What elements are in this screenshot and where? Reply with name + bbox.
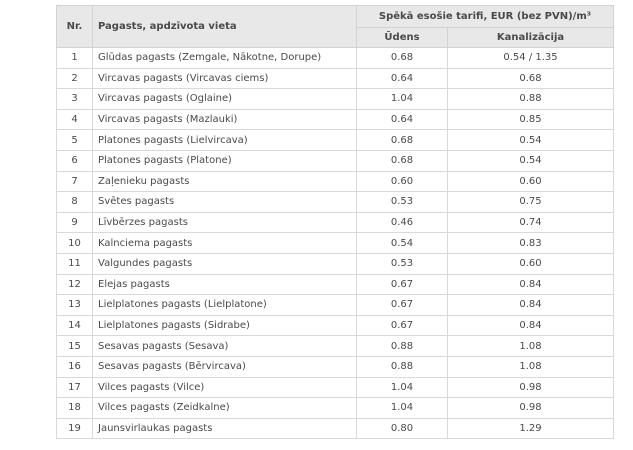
row-number: 10 bbox=[57, 233, 93, 254]
row-name: Lielplatones pagasts (Sidrabe) bbox=[93, 315, 357, 336]
row-name: Kalnciema pagasts bbox=[93, 233, 357, 254]
row-number: 14 bbox=[57, 315, 93, 336]
header-sewer: Kanalizācija bbox=[448, 28, 614, 48]
table-row bbox=[57, 130, 614, 151]
row-sewer-tariff: 0.83 bbox=[448, 233, 614, 254]
row-sewer-tariff: 0.54 bbox=[448, 130, 614, 151]
row-sewer-tariff: 0.84 bbox=[448, 315, 614, 336]
table-row bbox=[57, 418, 614, 439]
row-number: 19 bbox=[57, 418, 93, 439]
row-name: Svētes pagasts bbox=[93, 192, 357, 213]
row-water-tariff: 0.88 bbox=[357, 336, 448, 357]
table-row bbox=[57, 398, 614, 419]
row-water-tariff: 0.67 bbox=[357, 295, 448, 316]
table-row bbox=[57, 89, 614, 110]
row-sewer-tariff: 0.84 bbox=[448, 274, 614, 295]
table-row bbox=[57, 109, 614, 130]
row-number: 1 bbox=[57, 48, 93, 69]
row-name: Glūdas pagasts (Zemgale, Nākotne, Dorupe) bbox=[93, 48, 357, 69]
row-number: 13 bbox=[57, 295, 93, 316]
tariffs-table bbox=[56, 5, 614, 439]
table-row bbox=[57, 68, 614, 89]
row-name: Jaunsvirlaukas pagasts bbox=[93, 418, 357, 439]
row-sewer-tariff: 0.68 bbox=[448, 68, 614, 89]
row-water-tariff: 0.53 bbox=[357, 192, 448, 213]
row-name: Vilces pagasts (Zeidkalne) bbox=[93, 398, 357, 419]
row-water-tariff: 0.54 bbox=[357, 233, 448, 254]
row-name: Līvbērzes pagasts bbox=[93, 212, 357, 233]
row-name: Elejas pagasts bbox=[93, 274, 357, 295]
table-row bbox=[57, 48, 614, 69]
row-number: 6 bbox=[57, 150, 93, 171]
row-name: Vilces pagasts (Vilce) bbox=[93, 377, 357, 398]
row-name: Valgundes pagasts bbox=[93, 253, 357, 274]
row-water-tariff: 0.53 bbox=[357, 253, 448, 274]
row-number: 17 bbox=[57, 377, 93, 398]
row-name: Platones pagasts (Lielvircava) bbox=[93, 130, 357, 151]
header-tariffs-group: Spēkā esošie tarifi, EUR (bez PVN)/m³ bbox=[357, 6, 614, 28]
row-water-tariff: 0.64 bbox=[357, 109, 448, 130]
table-row bbox=[57, 212, 614, 233]
row-number: 7 bbox=[57, 171, 93, 192]
table-row bbox=[57, 171, 614, 192]
table-row bbox=[57, 274, 614, 295]
table-row bbox=[57, 192, 614, 213]
row-name: Lielplatones pagasts (Lielplatone) bbox=[93, 295, 357, 316]
row-sewer-tariff: 1.08 bbox=[448, 336, 614, 357]
row-water-tariff: 0.60 bbox=[357, 171, 448, 192]
row-name: Vircavas pagasts (Oglaine) bbox=[93, 89, 357, 110]
row-name: Vircavas pagasts (Mazlauki) bbox=[93, 109, 357, 130]
row-number: 15 bbox=[57, 336, 93, 357]
row-number: 5 bbox=[57, 130, 93, 151]
row-water-tariff: 1.04 bbox=[357, 89, 448, 110]
row-name: Platones pagasts (Platone) bbox=[93, 150, 357, 171]
row-water-tariff: 1.04 bbox=[357, 398, 448, 419]
table-row bbox=[57, 315, 614, 336]
table-row bbox=[57, 336, 614, 357]
row-water-tariff: 0.67 bbox=[357, 274, 448, 295]
table-row bbox=[57, 233, 614, 254]
tariffs-table-container bbox=[56, 5, 613, 439]
row-sewer-tariff: 1.29 bbox=[448, 418, 614, 439]
row-name: Vircavas pagasts (Vircavas ciems) bbox=[93, 68, 357, 89]
row-water-tariff: 0.68 bbox=[357, 150, 448, 171]
row-sewer-tariff: 0.54 bbox=[448, 150, 614, 171]
row-water-tariff: 0.67 bbox=[357, 315, 448, 336]
row-water-tariff: 0.46 bbox=[357, 212, 448, 233]
row-number: 4 bbox=[57, 109, 93, 130]
row-water-tariff: 1.04 bbox=[357, 377, 448, 398]
table-header bbox=[57, 6, 614, 48]
row-water-tariff: 0.88 bbox=[357, 356, 448, 377]
row-number: 11 bbox=[57, 253, 93, 274]
row-water-tariff: 0.68 bbox=[357, 48, 448, 69]
row-number: 9 bbox=[57, 212, 93, 233]
row-sewer-tariff: 0.74 bbox=[448, 212, 614, 233]
row-number: 18 bbox=[57, 398, 93, 419]
header-water: Ūdens bbox=[357, 28, 448, 48]
table-row bbox=[57, 150, 614, 171]
row-number: 8 bbox=[57, 192, 93, 213]
table-row bbox=[57, 295, 614, 316]
row-number: 2 bbox=[57, 68, 93, 89]
row-water-tariff: 0.64 bbox=[357, 68, 448, 89]
row-name: Zaļenieku pagasts bbox=[93, 171, 357, 192]
row-sewer-tariff: 0.60 bbox=[448, 171, 614, 192]
row-sewer-tariff: 0.98 bbox=[448, 398, 614, 419]
row-sewer-tariff: 0.75 bbox=[448, 192, 614, 213]
row-number: 12 bbox=[57, 274, 93, 295]
header-nr: Nr. bbox=[57, 6, 93, 48]
row-number: 16 bbox=[57, 356, 93, 377]
row-sewer-tariff: 0.60 bbox=[448, 253, 614, 274]
row-water-tariff: 0.68 bbox=[357, 130, 448, 151]
header-name: Pagasts, apdzīvota vieta bbox=[93, 6, 357, 48]
table-row bbox=[57, 377, 614, 398]
table-body bbox=[57, 48, 614, 439]
row-sewer-tariff: 0.85 bbox=[448, 109, 614, 130]
row-sewer-tariff: 0.88 bbox=[448, 89, 614, 110]
row-sewer-tariff: 0.84 bbox=[448, 295, 614, 316]
table-row bbox=[57, 253, 614, 274]
row-name: Sesavas pagasts (Bērvircava) bbox=[93, 356, 357, 377]
row-sewer-tariff: 1.08 bbox=[448, 356, 614, 377]
row-number: 3 bbox=[57, 89, 93, 110]
row-water-tariff: 0.80 bbox=[357, 418, 448, 439]
row-sewer-tariff: 0.98 bbox=[448, 377, 614, 398]
table-row bbox=[57, 356, 614, 377]
row-sewer-tariff: 0.54 / 1.35 bbox=[448, 48, 614, 69]
row-name: Sesavas pagasts (Sesava) bbox=[93, 336, 357, 357]
